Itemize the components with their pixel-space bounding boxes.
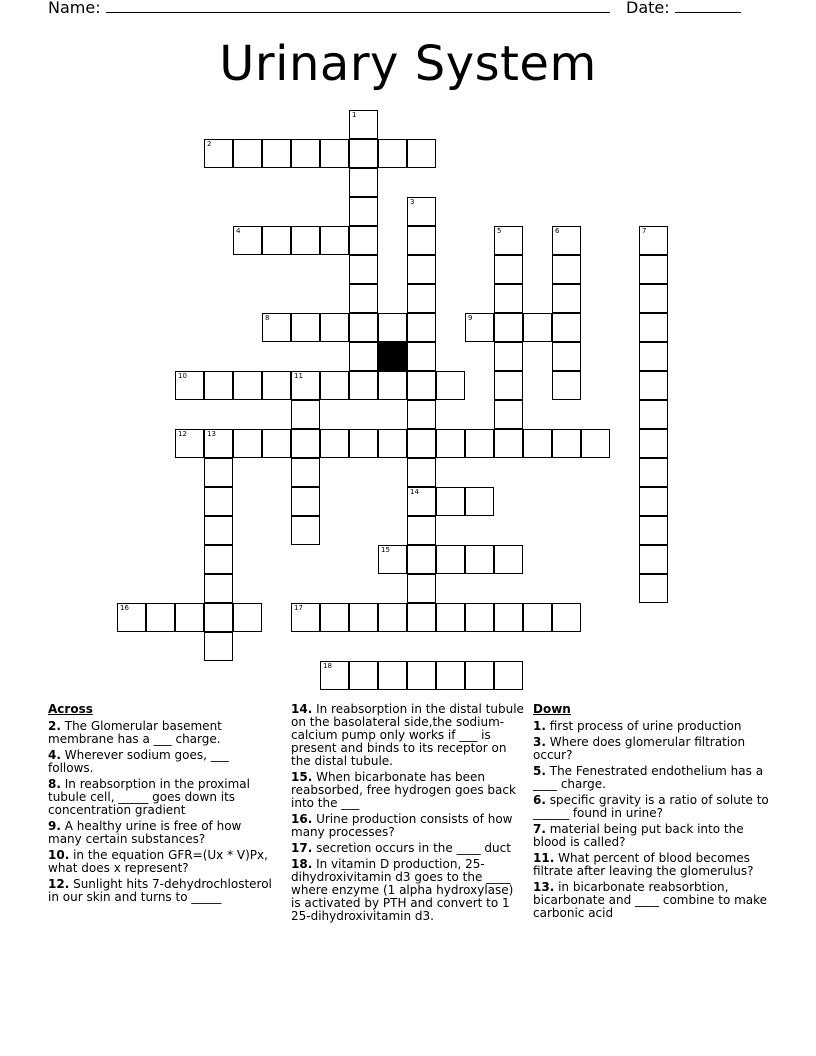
grid-cell[interactable]	[349, 110, 378, 139]
grid-cell[interactable]	[494, 429, 523, 458]
grid-cell[interactable]	[436, 545, 465, 574]
clue-item	[533, 881, 769, 920]
clue-text: The Glomerular basement membrane has a ___ charge.	[48, 719, 222, 746]
grid-cell[interactable]	[262, 313, 291, 342]
grid-cell[interactable]	[552, 284, 581, 313]
grid-cell[interactable]	[639, 516, 668, 545]
cell-number: 14	[410, 488, 419, 496]
clue-item	[533, 765, 769, 791]
grid-cell[interactable]	[494, 661, 523, 690]
grid-cell[interactable]	[552, 342, 581, 371]
grid-cell[interactable]	[291, 458, 320, 487]
grid-cell[interactable]	[204, 632, 233, 661]
grid-cell[interactable]	[436, 487, 465, 516]
grid-cell[interactable]	[407, 284, 436, 313]
clue-text: secretion occurs in the ____ duct	[312, 841, 511, 855]
cell-number: 15	[381, 546, 390, 554]
grid-cell[interactable]	[349, 371, 378, 400]
grid-cell[interactable]	[494, 284, 523, 313]
grid-cell[interactable]	[436, 429, 465, 458]
cell-number: 1	[352, 111, 357, 119]
grid-cell[interactable]	[204, 429, 233, 458]
grid-cell[interactable]	[349, 197, 378, 226]
cell-number: 6	[555, 227, 560, 235]
grid-cell[interactable]	[407, 255, 436, 284]
grid-cell[interactable]	[552, 313, 581, 342]
grid-cell[interactable]	[523, 429, 552, 458]
cell-number: 2	[207, 140, 212, 148]
clue-number: 6.	[533, 793, 546, 807]
grid-cell[interactable]	[494, 255, 523, 284]
grid-cell[interactable]	[262, 371, 291, 400]
grid-cell[interactable]	[175, 371, 204, 400]
cell-number: 18	[323, 662, 332, 670]
clue-item	[533, 720, 769, 733]
grid-cell[interactable]	[378, 603, 407, 632]
grid-cell[interactable]	[407, 661, 436, 690]
down-heading: Down	[533, 702, 571, 716]
grid-cell[interactable]	[146, 603, 175, 632]
clue-number: 4.	[48, 748, 61, 762]
grid-cell[interactable]	[407, 400, 436, 429]
grid-cell[interactable]	[349, 139, 378, 168]
grid-cell[interactable]	[581, 429, 610, 458]
grid-cell[interactable]	[349, 342, 378, 371]
grid-cell[interactable]	[465, 661, 494, 690]
grid-cell[interactable]	[233, 139, 262, 168]
grid-cell[interactable]	[291, 139, 320, 168]
grid-cell[interactable]	[407, 226, 436, 255]
grid-cell[interactable]	[494, 603, 523, 632]
clue-number: 16.	[291, 812, 313, 826]
cell-number: 3	[410, 198, 415, 206]
grid-cell[interactable]	[407, 197, 436, 226]
clue-item	[533, 852, 769, 878]
clue-item	[291, 842, 525, 855]
grid-cell[interactable]	[204, 139, 233, 168]
clue-number: 2.	[48, 719, 61, 733]
cell-number: 17	[294, 604, 303, 612]
cell-number: 7	[642, 227, 647, 235]
clue-number: 11.	[533, 851, 555, 865]
grid-cell[interactable]	[291, 487, 320, 516]
clue-item	[48, 749, 276, 775]
grid-cell[interactable]	[291, 226, 320, 255]
grid-cell[interactable]	[349, 661, 378, 690]
grid-cell[interactable]	[262, 139, 291, 168]
clue-number: 9.	[48, 819, 61, 833]
grid-cell[interactable]	[639, 371, 668, 400]
grid-cell[interactable]	[378, 371, 407, 400]
grid-cell[interactable]	[320, 661, 349, 690]
date-label: Date:	[626, 0, 670, 17]
across-clues	[48, 703, 276, 907]
clue-text: in the equation GFR=(Ux * V)Px, what does x represent?	[48, 848, 268, 875]
grid-cell[interactable]	[233, 226, 262, 255]
grid-cell[interactable]	[175, 429, 204, 458]
grid-cell[interactable]	[552, 226, 581, 255]
grid-cell[interactable]	[494, 371, 523, 400]
cell-number: 9	[468, 314, 473, 322]
grid-cell[interactable]	[378, 429, 407, 458]
clue-number: 1.	[533, 719, 546, 733]
grid-cell[interactable]	[204, 545, 233, 574]
cell-number: 4	[236, 227, 241, 235]
down-clues	[533, 703, 769, 923]
cell-number: 11	[294, 372, 303, 380]
clue-text: In reabsorption in the distal tubule on the basolateral side,the sodium-calcium pump only works if ___ is present and binds to its receptor on the distal tubule.	[291, 702, 524, 768]
grid-cell[interactable]	[494, 313, 523, 342]
clue-number: 3.	[533, 735, 546, 749]
page-title: Urinary System	[219, 36, 597, 92]
grid-cell[interactable]	[320, 226, 349, 255]
grid-cell[interactable]	[639, 574, 668, 603]
clue-text: When bicarbonate has been reabsorbed, free hydrogen goes back into the ___	[291, 770, 516, 810]
grid-cell[interactable]	[320, 371, 349, 400]
clue-text: Wherever sodium goes, ___ follows.	[48, 748, 229, 775]
clue-text: In vitamin D production, 25-dihydroxivitamin d3 goes to the ____ where enzyme (1 alpha hydroxylase) is activated by PTH and convert to 1 25-dihydroxivitamin d3.	[291, 857, 514, 923]
grid-cell[interactable]	[204, 458, 233, 487]
clue-item	[48, 878, 276, 904]
grid-cell[interactable]	[465, 429, 494, 458]
clue-text: A healthy urine is free of how many certain substances?	[48, 819, 242, 846]
grid-cell[interactable]	[378, 139, 407, 168]
grid-cell[interactable]	[639, 255, 668, 284]
grid-cell[interactable]	[233, 603, 262, 632]
grid-cell[interactable]	[407, 313, 436, 342]
grid-cell[interactable]	[494, 342, 523, 371]
clue-item	[48, 720, 276, 746]
grid-cell[interactable]	[291, 429, 320, 458]
clue-item	[291, 813, 525, 839]
grid-cell[interactable]	[233, 371, 262, 400]
clue-number: 14.	[291, 702, 313, 716]
grid-cell[interactable]	[407, 487, 436, 516]
clue-item	[48, 820, 276, 846]
clue-item	[533, 794, 769, 820]
grid-cell[interactable]	[291, 313, 320, 342]
grid-cell[interactable]	[639, 545, 668, 574]
grid-cell[interactable]	[291, 516, 320, 545]
grid-cell[interactable]	[117, 603, 146, 632]
grid-cell[interactable]	[349, 429, 378, 458]
grid-cell[interactable]	[349, 226, 378, 255]
clue-number: 18.	[291, 857, 313, 871]
grid-cell[interactable]	[436, 661, 465, 690]
grid-cell[interactable]	[378, 313, 407, 342]
grid-cell[interactable]	[378, 661, 407, 690]
grid-cell[interactable]	[407, 574, 436, 603]
name-label: Name:	[48, 0, 101, 17]
grid-cell[interactable]	[233, 429, 262, 458]
clue-item	[291, 771, 525, 810]
cell-number: 8	[265, 314, 270, 322]
clue-item	[48, 849, 276, 875]
clue-number: 10.	[48, 848, 70, 862]
grid-cell[interactable]	[407, 458, 436, 487]
across-clues-continued	[291, 703, 525, 926]
clue-text: What percent of blood becomes filtrate after leaving the glomerulus?	[533, 851, 754, 878]
grid-cell[interactable]	[349, 255, 378, 284]
grid-cell[interactable]	[436, 603, 465, 632]
grid-cell[interactable]	[204, 574, 233, 603]
clue-text: Urine production consists of how many processes?	[291, 812, 513, 839]
grid-cell[interactable]	[407, 516, 436, 545]
grid-cell[interactable]	[349, 168, 378, 197]
grid-cell[interactable]	[494, 545, 523, 574]
grid-cell[interactable]	[639, 313, 668, 342]
grid-cell[interactable]	[204, 516, 233, 545]
grid-cell[interactable]	[639, 458, 668, 487]
grid-cell[interactable]	[204, 487, 233, 516]
grid-cell[interactable]	[262, 429, 291, 458]
clue-text: Sunlight hits 7-dehydrochlosterol in our skin and turns to _____	[48, 877, 272, 904]
cell-number: 13	[207, 430, 216, 438]
grid-cell[interactable]	[639, 284, 668, 313]
grid-cell[interactable]	[349, 284, 378, 313]
grid-cell[interactable]	[320, 139, 349, 168]
grid-cell[interactable]	[291, 400, 320, 429]
grid-cell[interactable]	[349, 603, 378, 632]
grid-cell[interactable]	[494, 400, 523, 429]
grid-cell[interactable]	[291, 371, 320, 400]
clue-text: first process of urine production	[545, 719, 742, 733]
across-heading: Across	[48, 702, 93, 716]
clue-text: material being put back into the blood is called?	[533, 822, 744, 849]
clue-number: 12.	[48, 877, 70, 891]
grid-cell[interactable]	[407, 342, 436, 371]
grid-cell[interactable]	[465, 313, 494, 342]
black-cell	[378, 342, 407, 371]
clue-text: specific gravity is a ratio of solute to ______ found in urine?	[533, 793, 769, 820]
clue-text: in bicarbonate reabsorbtion, bicarbonate and ____ combine to make carbonic acid	[533, 880, 768, 920]
clue-number: 15.	[291, 770, 313, 784]
clue-item	[291, 703, 525, 768]
clue-text: In reabsorption in the proximal tubule cell, _____ goes down its concentration gradient	[48, 777, 250, 817]
grid-cell[interactable]	[320, 313, 349, 342]
grid-cell[interactable]	[407, 371, 436, 400]
grid-cell[interactable]	[204, 371, 233, 400]
grid-cell[interactable]	[291, 603, 320, 632]
grid-cell[interactable]	[552, 429, 581, 458]
grid-cell[interactable]	[407, 429, 436, 458]
clue-item	[533, 823, 769, 849]
grid-cell[interactable]	[378, 545, 407, 574]
grid-cell[interactable]	[552, 255, 581, 284]
grid-cell[interactable]	[465, 603, 494, 632]
grid-cell[interactable]	[175, 603, 204, 632]
clue-item	[291, 858, 525, 923]
grid-cell[interactable]	[349, 313, 378, 342]
clue-number: 7.	[533, 822, 546, 836]
cell-number: 16	[120, 604, 129, 612]
grid-cell[interactable]	[407, 603, 436, 632]
grid-cell[interactable]	[204, 603, 233, 632]
cell-number: 5	[497, 227, 502, 235]
grid-cell[interactable]	[552, 603, 581, 632]
clue-text: The Fenestrated endothelium has a ____ charge.	[533, 764, 764, 791]
grid-cell[interactable]	[465, 545, 494, 574]
grid-cell[interactable]	[639, 487, 668, 516]
grid-cell[interactable]	[639, 429, 668, 458]
clue-number: 17.	[291, 841, 313, 855]
clue-number: 13.	[533, 880, 555, 894]
grid-cell[interactable]	[262, 226, 291, 255]
clue-item	[533, 736, 769, 762]
clue-item	[48, 778, 276, 817]
cell-number: 12	[178, 430, 187, 438]
grid-cell[interactable]	[320, 603, 349, 632]
grid-cell[interactable]	[436, 371, 465, 400]
grid-cell[interactable]	[552, 371, 581, 400]
clue-text: Where does glomerular filtration occur?	[533, 735, 746, 762]
grid-cell[interactable]	[639, 226, 668, 255]
grid-cell[interactable]	[639, 400, 668, 429]
grid-cell[interactable]	[523, 603, 552, 632]
grid-cell[interactable]	[465, 487, 494, 516]
clue-number: 5.	[533, 764, 546, 778]
grid-cell[interactable]	[320, 429, 349, 458]
grid-cell[interactable]	[407, 139, 436, 168]
cell-number: 10	[178, 372, 187, 380]
grid-cell[interactable]	[639, 342, 668, 371]
grid-cell[interactable]	[523, 313, 552, 342]
clue-number: 8.	[48, 777, 61, 791]
grid-cell[interactable]	[407, 545, 436, 574]
grid-cell[interactable]	[494, 226, 523, 255]
